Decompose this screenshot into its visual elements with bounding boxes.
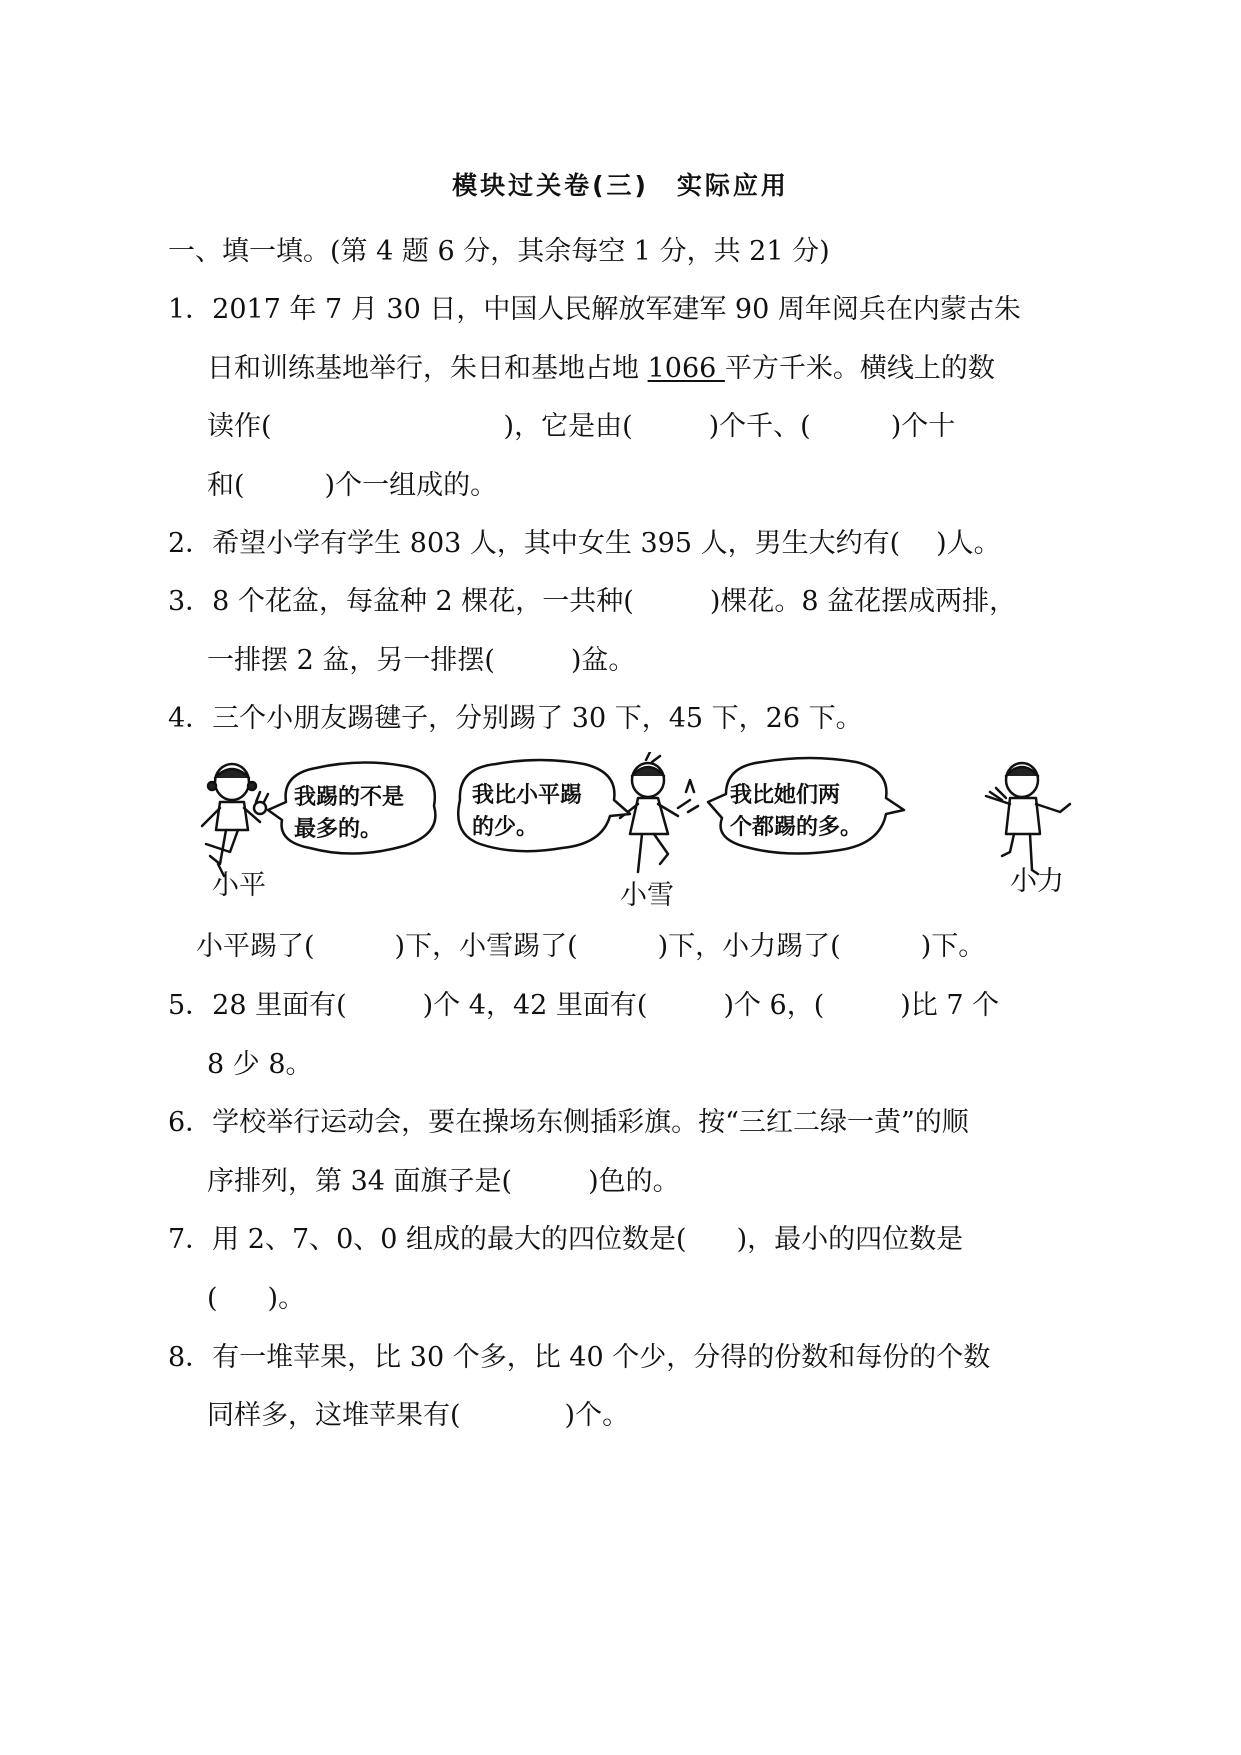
question-6-line-1: 6．学校举行运动会，要在操场东侧插彩旗。按“三红二绿一黄”的顺 bbox=[168, 1107, 969, 1138]
question-4-answers bbox=[196, 931, 985, 963]
bubble-text: 我比小平踢 bbox=[472, 783, 583, 808]
question-2 bbox=[168, 528, 1001, 560]
question-3-line-2 bbox=[207, 645, 635, 677]
q1-text: 和( bbox=[207, 470, 245, 501]
q6-text: 序排列，第 34 面旗子是( bbox=[207, 1166, 513, 1197]
bubble-text: 最多的。 bbox=[294, 817, 383, 842]
bubble-text: 我比她们两 bbox=[730, 783, 841, 808]
question-8-line-2 bbox=[207, 1400, 629, 1432]
kids-illustration bbox=[190, 752, 1090, 917]
question-1-line-2 bbox=[207, 353, 995, 385]
q1-text: )个十 bbox=[890, 411, 956, 442]
q7-text: )。 bbox=[267, 1283, 306, 1314]
question-1-line-3 bbox=[207, 411, 955, 443]
q3-text: )盆。 bbox=[570, 645, 636, 676]
q5-text: )个 6，( bbox=[723, 990, 825, 1021]
section-heading: 一、填一填。(第 4 题 6 分，其余每空 1 分，共 21 分) bbox=[168, 236, 830, 267]
q1-text: 平方千米。横线上的数 bbox=[724, 353, 995, 384]
q5-text: )个 4，42 里面有( bbox=[422, 990, 648, 1021]
question-4: 4．三个小朋友踢毽子，分别踢了 30 下，45 下，26 下。 bbox=[168, 703, 863, 734]
question-1-line-4 bbox=[207, 470, 497, 502]
q2-text: )人。 bbox=[936, 528, 1001, 559]
q2-text: 2．希望小学有学生 803 人，其中女生 395 人，男生大约有( bbox=[168, 528, 901, 559]
question-5-line-1 bbox=[168, 990, 999, 1022]
q8-text: )个。 bbox=[564, 1400, 630, 1431]
question-3-line-1 bbox=[168, 586, 1016, 618]
q8-text: 同样多，这堆苹果有( bbox=[207, 1400, 461, 1431]
q1-text: 日和训练基地举行，朱日和基地占地 bbox=[207, 353, 648, 384]
q3-text: 3．8 个花盆，每盆种 2 棵花，一共种( bbox=[168, 586, 634, 617]
q1-text: )个千、( bbox=[708, 411, 811, 442]
question-7-line-1 bbox=[168, 1224, 963, 1256]
underlined-number: 1066 bbox=[647, 353, 725, 384]
bubble-text: 个都踢的多。 bbox=[730, 815, 863, 840]
q7-text: 7．用 2、7、0、0 组成的最大的四位数是( bbox=[168, 1224, 687, 1255]
bubble-text: 的少。 bbox=[472, 815, 539, 840]
q3-text: 一排摆 2 盆，另一排摆( bbox=[207, 645, 495, 676]
page-title: 模块过关卷(三) 实际应用 bbox=[452, 171, 789, 200]
q4-text: 小平踢了( bbox=[196, 931, 315, 962]
question-7-line-2 bbox=[207, 1283, 305, 1315]
q4-text: )下，小力踢了( bbox=[657, 931, 841, 962]
q1-text: )个一组成的。 bbox=[324, 470, 498, 501]
question-5-line-2: 8 少 8。 bbox=[207, 1049, 313, 1080]
girl-figure-icon bbox=[202, 764, 268, 876]
q7-text: )，最小的四位数是 bbox=[736, 1224, 964, 1255]
q1-text: )，它是由( bbox=[503, 411, 633, 442]
q5-text: )比 7 个 bbox=[900, 990, 1000, 1021]
q3-text: )棵花。8 盆花摆成两排， bbox=[709, 586, 1017, 617]
kid-name: 小平 bbox=[212, 870, 266, 901]
kid-name: 小力 bbox=[1010, 866, 1064, 897]
girl-figure-icon bbox=[620, 752, 698, 872]
q1-text: 读作( bbox=[207, 411, 272, 442]
bubble-text: 我踢的不是 bbox=[294, 785, 405, 810]
question-8-line-1: 8．有一堆苹果，比 30 个多，比 40 个少，分得的份数和每份的个数 bbox=[168, 1342, 991, 1373]
q7-text: ( bbox=[207, 1283, 218, 1314]
q4-text: )下，小雪踢了( bbox=[394, 931, 578, 962]
boy-figure-icon bbox=[986, 763, 1070, 874]
q6-text: )色的。 bbox=[588, 1166, 680, 1197]
question-6-line-2 bbox=[207, 1166, 680, 1198]
kid-name: 小雪 bbox=[620, 880, 674, 911]
question-1-line-1: 1．2017 年 7 月 30 日，中国人民解放军建军 90 周年阅兵在内蒙古朱 bbox=[168, 294, 1021, 325]
q4-text: )下。 bbox=[920, 931, 986, 962]
q5-text: 5．28 里面有( bbox=[168, 990, 347, 1021]
